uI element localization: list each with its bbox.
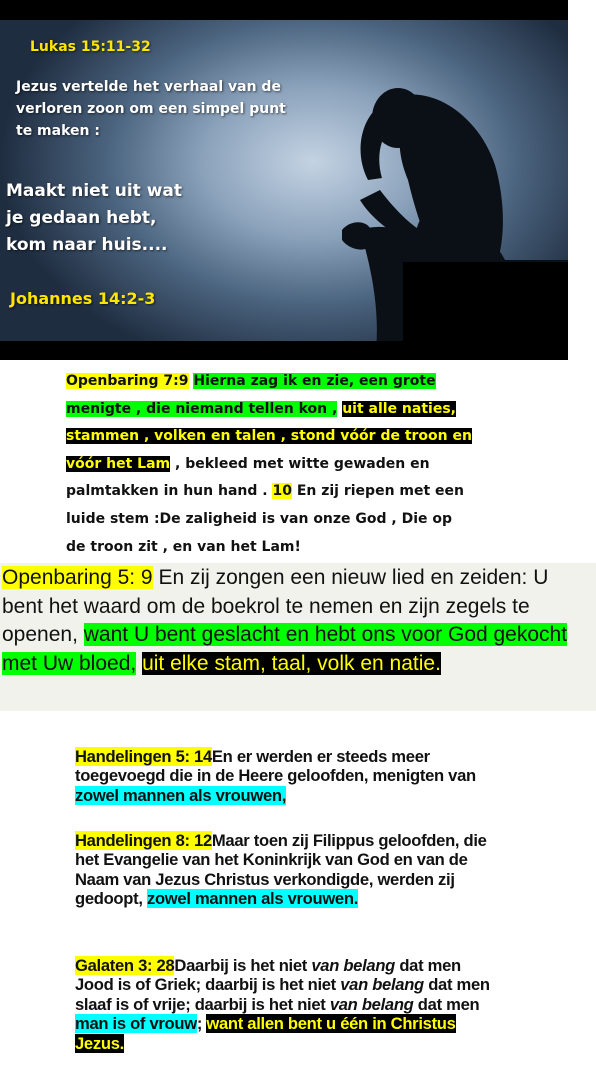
- highlight-cyan-text: man is of vrouw: [75, 1014, 197, 1034]
- verse-text: , bekleed met witte gewaden en palmtakken in hun hand .: [66, 455, 430, 500]
- hero-top-bar: [0, 0, 568, 20]
- highlight-cyan-text: zowel mannen als vrouwen.: [146, 889, 359, 909]
- hero-main-line: je gedaan hebt,: [6, 208, 157, 228]
- hero-main-message: [6, 178, 182, 259]
- verse-reference: Handelingen 5: 14: [75, 747, 212, 766]
- passage-openbaring-5-9: [0, 563, 596, 711]
- verse-number: 10: [272, 483, 292, 500]
- verse-text: Maar toen zij Filippus geloofden, die het Evangelie van het Koninkrijk van God en van de Naam van Jezus Christus verkondigde, werden zij gedoopt,: [75, 831, 487, 909]
- verse-reference: Galaten 3: 28: [75, 956, 175, 975]
- hero-bottom-bar: [0, 341, 568, 360]
- passage-openbaring-7-9: [66, 368, 476, 561]
- passage-galaten-3-28: [75, 956, 495, 1053]
- hero-main-line: Maakt niet uit wat: [6, 181, 182, 201]
- hero-main-line: kom naar huis....: [6, 235, 168, 255]
- verse-text: dat men slaaf is of vrije; daarbij is het niet: [75, 975, 490, 1014]
- verse-text: dat men: [413, 994, 480, 1014]
- italic-text: van belang: [311, 956, 396, 975]
- passage-handelingen-5-14: [75, 747, 495, 805]
- highlight-black-text: uit alle naties, stammen , volken en talen , stond vóór de troon en vóór het Lam: [66, 400, 472, 472]
- verse-text: En zij zongen een nieuw lied en zeiden: U bent het waard om de boekrol te nemen en zijn zegels te openen,: [2, 566, 549, 647]
- verse-reference: Openbaring 5: 9: [2, 566, 153, 589]
- verse-text: dat men Jood is of Griek; daarbij is het niet: [75, 956, 461, 995]
- hero-reference-johannes: Johannes 14:2-3: [10, 289, 156, 308]
- verse-reference: Openbaring 7:9: [66, 373, 189, 389]
- italic-text: van belang: [329, 994, 414, 1014]
- hero-intro-line: te maken :: [16, 123, 100, 139]
- hero-image: [0, 0, 568, 360]
- hero-dark-block: [403, 262, 568, 342]
- highlight-black-text: uit elke stam, taal, volk en natie.: [142, 652, 441, 676]
- verse-text: En er werden er steeds meer toegevoegd die in de Heere geloofden, menigten van: [75, 747, 476, 786]
- hero-reference-lukas: Lukas 15:11-32: [30, 39, 151, 55]
- verse-text: Daarbij is het niet: [174, 956, 312, 975]
- hero-intro-line: verloren zoon om een simpel punt: [16, 101, 286, 117]
- verse-text: ;: [196, 1014, 207, 1034]
- highlight-black-text: want allen bent u één in Christus Jezus.: [75, 1014, 456, 1053]
- passage-handelingen-8-12: [75, 831, 495, 909]
- italic-text: van belang: [340, 975, 424, 995]
- hero-intro-line: Jezus vertelde het verhaal van de: [16, 79, 281, 95]
- highlight-cyan-text: zowel mannen als vrouwen,: [75, 785, 287, 805]
- highlight-green-text: Hierna zag ik en zie, een grote menigte , die niemand tellen kon ,: [66, 373, 436, 417]
- highlight-green-text: want U bent geslacht en hebt ons voor God gekocht met Uw bloed,: [2, 623, 568, 676]
- verse-text: En zij riepen met een luide stem :De zaligheid is van onze God , Die op de troon zit , en van het Lam!: [66, 483, 465, 555]
- verse-reference: Handelingen 8: 12: [75, 831, 212, 850]
- hero-intro-text: [16, 76, 286, 142]
